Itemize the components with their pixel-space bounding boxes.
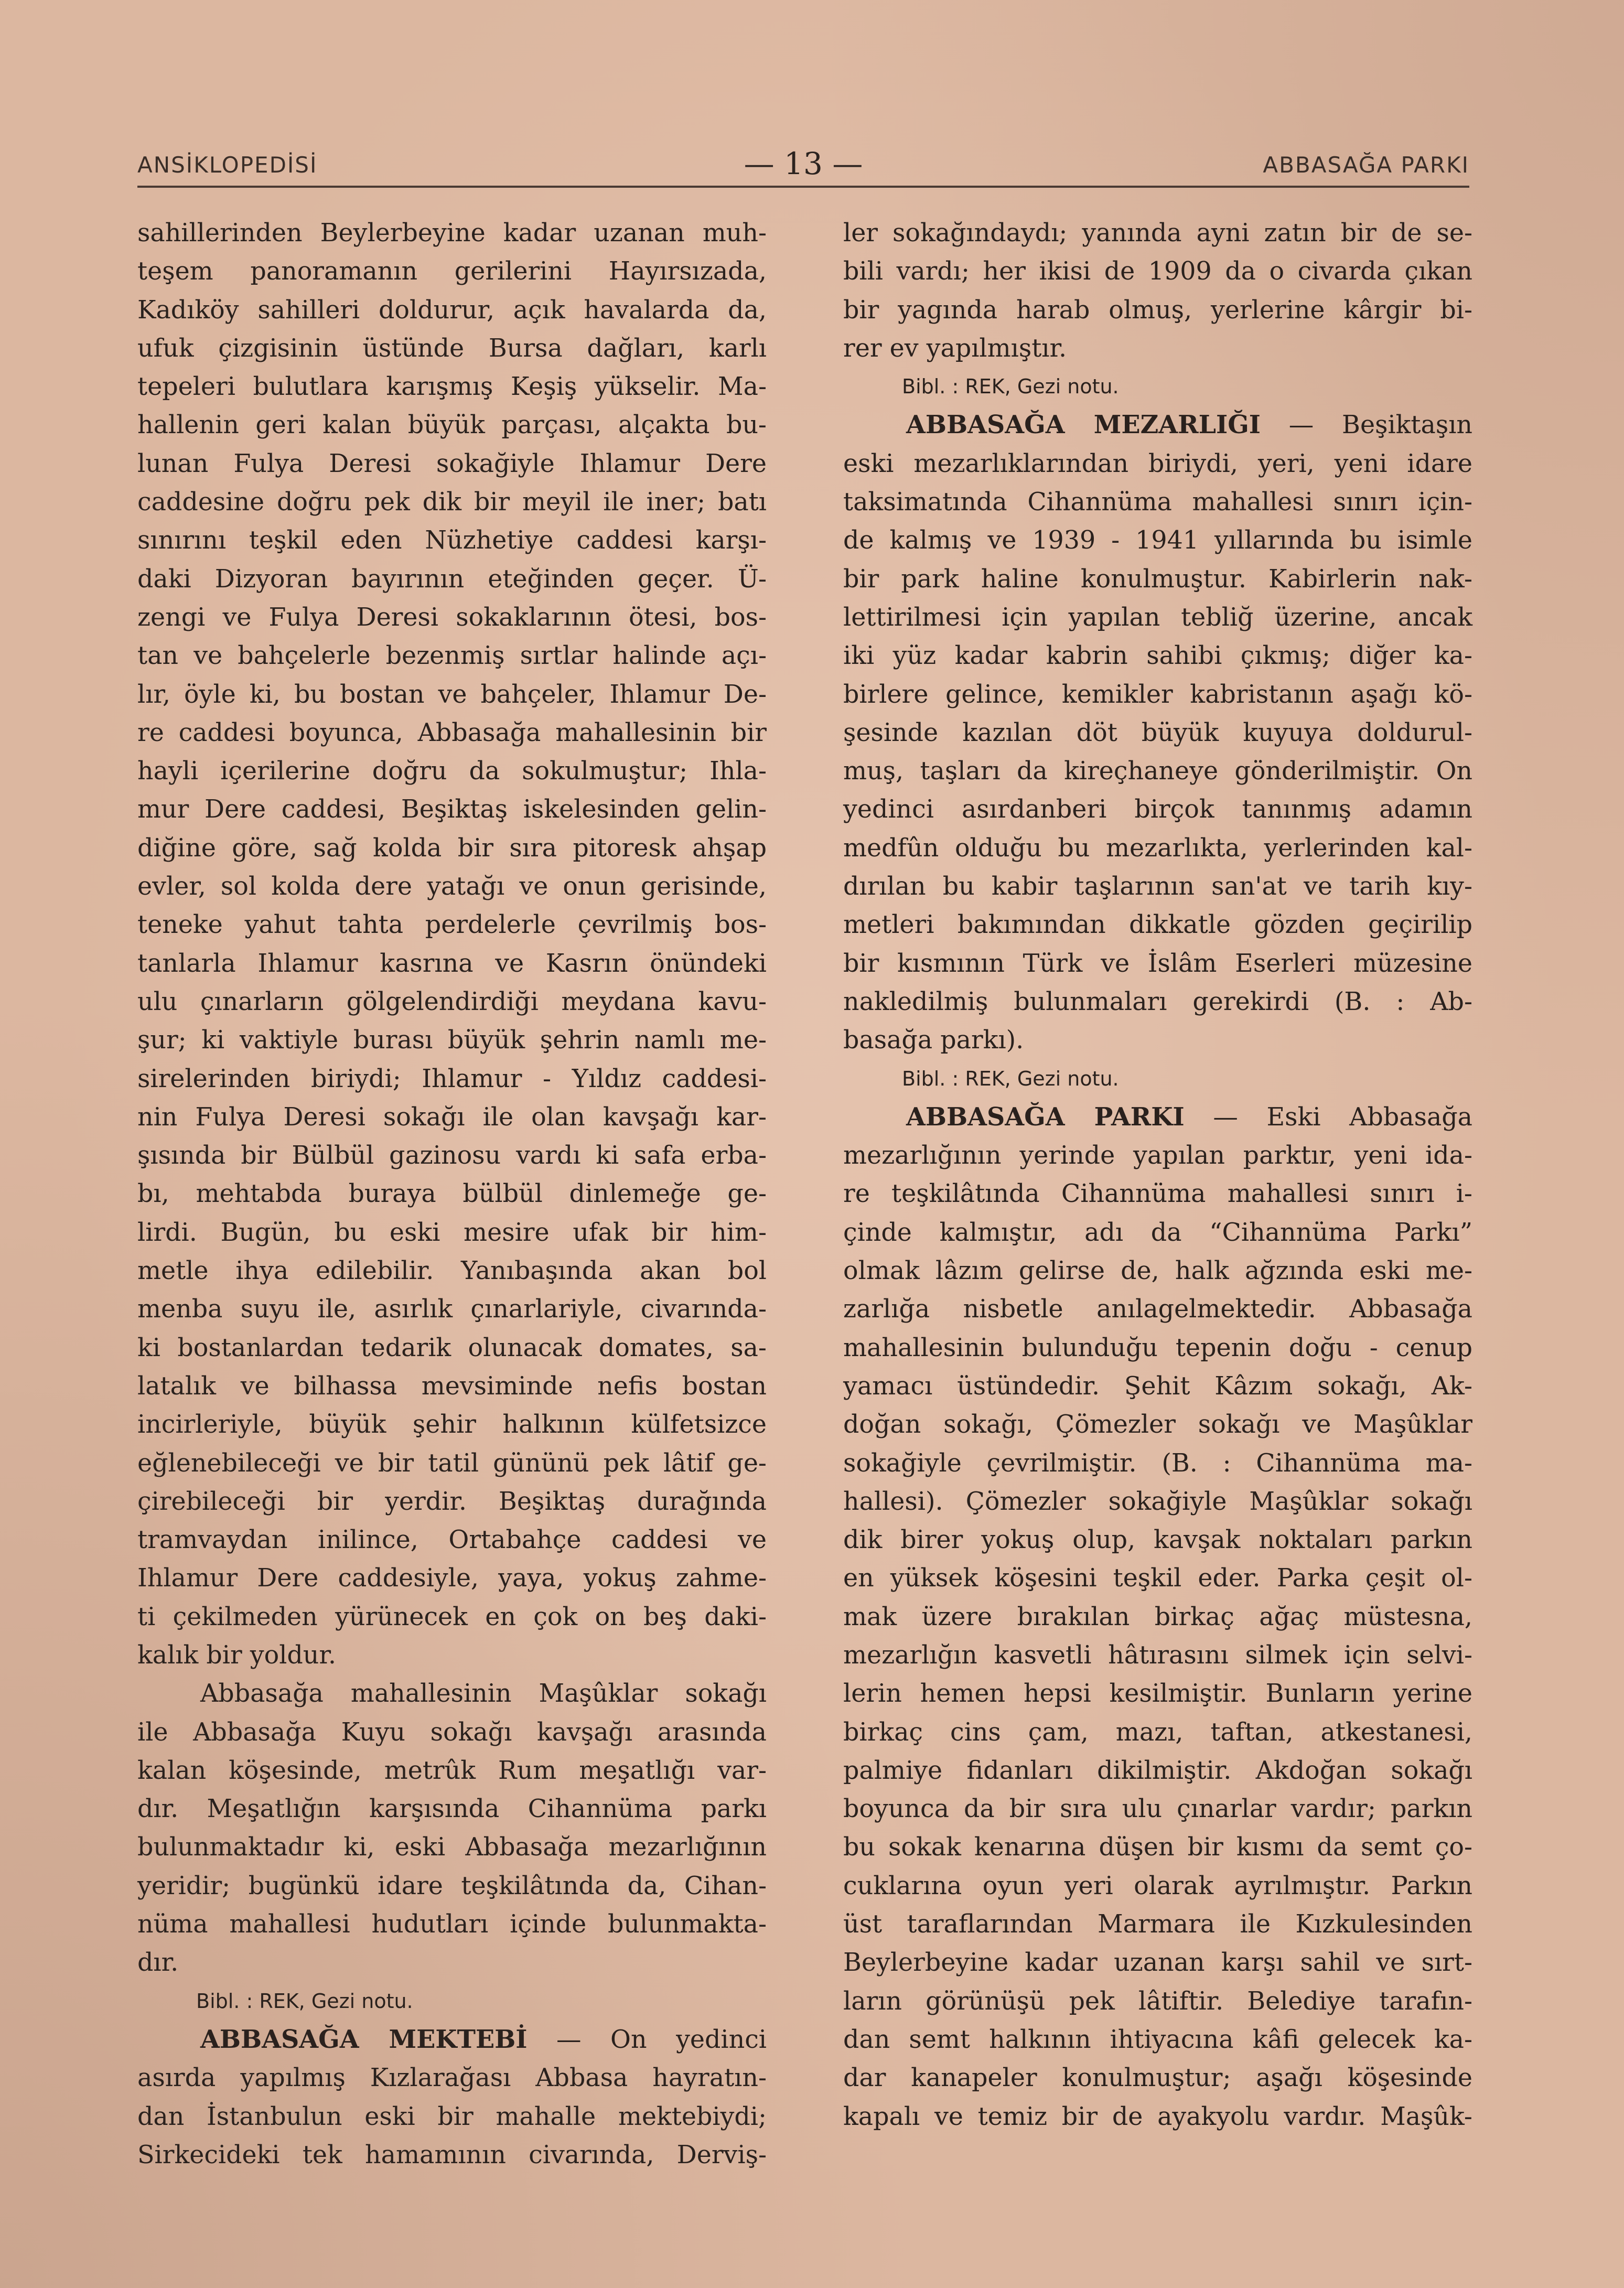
text-line: bu sokak kenarına düşen bir kısmı da semt ço- [843, 1833, 1472, 1862]
text-line: olmak lâzım gelirse de, halk ağzında eski me- [843, 1256, 1472, 1286]
text-line: nakledilmiş bulunmaları gerekirdi (B. : Ab- [843, 987, 1472, 1016]
text-line: diğine göre, sağ kolda bir sıra pitoresk ahşap [137, 833, 767, 863]
entry-intro-mektebi: — On yedinci [527, 2025, 767, 2054]
text-line: sınırını teşkil eden Nüzhetiye caddesi karşı- [137, 526, 767, 555]
text-line: ulu çınarların gölgelendirdiği meydana kavu- [137, 987, 767, 1016]
text-line: mak üzere bırakılan birkaç ağaç müstesna, [843, 1602, 1472, 1631]
text-line: kapalı ve temiz bir de ayakyolu vardır. Maşûk- [843, 2102, 1472, 2131]
text-line: caddesine doğru pek dik bir meyil ile iner; batı [137, 488, 767, 517]
entry-intro-mezarligi: — Beşiktaşın [1261, 411, 1472, 440]
text-block-mezarligi [843, 445, 1472, 1060]
text-line: dır. Meşatlığın karşısında Cihannüma parkı [137, 1795, 767, 1824]
text-line: teneke yahut tahta perdelerle çevrilmiş bos- [137, 910, 767, 940]
text-line: yeridir; bugünkü idare teşkilâtında da, Cihan- [137, 1871, 767, 1900]
text-line: nin Fulya Deresi sokağı ile olan kavşağı kar- [137, 1102, 767, 1132]
text-line: basağa parkı). [843, 1026, 1024, 1055]
text-line: ların görünüşü pek lâtiftir. Belediye tarafın- [843, 1986, 1472, 2016]
text-block-parki [843, 1136, 1472, 2136]
text-line: mahallesinin bulunduğu tepenin doğu - cenup [843, 1333, 1472, 1362]
text-line: zengi ve Fulya Deresi sokaklarının ötesi, bos- [137, 603, 767, 632]
text-line: tepeleri bulutlara karışmış Keşiş yükselir. Ma- [137, 372, 767, 402]
text-line: şısında bir Bülbül gazinosu vardı ki safa erba- [137, 1141, 767, 1170]
text-line: dır. [137, 1948, 179, 1978]
text-line: muş, taşları da kireçhaneye gönderilmiştir. On [843, 757, 1472, 786]
text-line: ti çekilmeden yürünecek en çok on beş daki- [137, 1602, 767, 1631]
text-line: ile Abbasağa Kuyu sokağı kavşağı arasında [137, 1717, 767, 1747]
text-line: bir kısmının Türk ve İslâm Eserleri müzesine [843, 949, 1472, 978]
entry-heading-mektebi [137, 2021, 767, 2059]
bibliography-line: Bibl. : REK, Gezi notu. [902, 1067, 1119, 1090]
text-line: dan semt halkının ihtiyacına kâfi gelecek ka- [843, 2025, 1472, 2054]
text-line: Ihlamur Dere caddesiyle, yaya, yokuş zahme- [137, 1564, 767, 1593]
text-line: lettirilmesi için yapılan tebliğ üzerine, ancak [843, 603, 1472, 632]
text-line: dan İstanbulun eski bir mahalle mektebiydi; [137, 2102, 767, 2131]
text-line: en yüksek köşesini teşkil eder. Parka çeşit ol- [843, 1564, 1472, 1593]
text-line: teşem panoramanın gerilerini Hayırsızada, [137, 257, 767, 286]
text-line: medfûn olduğu bu mezarlıkta, yerlerinden kal- [843, 833, 1472, 863]
text-line: bulunmaktadır ki, eski Abbasağa mezarlığının [137, 1833, 767, 1862]
text-block-mektebi-continued [843, 214, 1472, 368]
text-line: çinde kalmıştır, adı da “Cihannüma Parkı” [843, 1218, 1472, 1247]
text-line: Kadıköy sahilleri doldurur, açık havalarda da, [137, 295, 767, 325]
text-line: iki yüz kadar kabrin sahibi çıkmış; diğer ka- [843, 641, 1472, 671]
left-column [137, 214, 767, 2174]
text-line: bir yagında harab olmuş, yerlerine kârgir bi- [843, 295, 1472, 325]
text-line: boyunca da bir sıra ulu çınarlar vardır; parkın [843, 1795, 1472, 1824]
text-line: çirebileceği bir yerdir. Beşiktaş durağında [137, 1487, 767, 1516]
text-line: mezarlığın kasvetli hâtırasını silmek için selvi- [843, 1640, 1472, 1670]
text-line: üst taraflarından Marmara ile Kızkulesinden [843, 1910, 1472, 1939]
text-block-mektebi [137, 2059, 767, 2174]
text-line: lunan Fulya Deresi sokağiyle Ihlamur Dere [137, 449, 767, 478]
text-line: latalık ve bilhassa mevsiminde nefis bostan [137, 1371, 767, 1401]
text-line: ki bostanlardan tedarik olunacak domates, sa- [137, 1333, 767, 1362]
text-line: Beylerbeyine kadar uzanan karşı sahil ve sırt- [843, 1948, 1472, 1978]
text-line: cuklarına oyun yeri olarak ayrılmıştır. Parkın [843, 1871, 1472, 1900]
text-line: bili vardı; her ikisi de 1909 da o civarda çıkan [843, 257, 1472, 286]
text-line: Abbasağa mahallesinin Maşûklar sokağı [200, 1679, 767, 1709]
text-line: asırda yapılmış Kızlarağası Abbasa hayratın- [137, 2064, 767, 2093]
text-line: zarlığa nisbetle anılagelmektedir. Abbasağa [843, 1295, 1472, 1324]
entry-intro-parki: — Eski Abbasağa [1184, 1102, 1472, 1132]
header-rule [137, 186, 1469, 188]
text-line: de kalmış ve 1939 - 1941 yıllarında bu isimle [843, 526, 1472, 555]
text-line: re caddesi boyunca, Abbasağa mahallesinin bir [137, 718, 767, 747]
text-block-masuklar [137, 1674, 767, 1982]
text-line: sahillerinden Beylerbeyine kadar uzanan muh- [137, 219, 767, 248]
text-line: eğlenebileceği ve bir tatil gününü pek lâtif ge- [137, 1448, 767, 1478]
text-line: lır, öyle ki, bu bostan ve bahçeler, Ihlamur De- [137, 680, 767, 709]
page-header [137, 146, 1469, 188]
text-line: birkaç cins çam, mazı, taftan, atkestanesi, [843, 1717, 1472, 1747]
text-block-abbasaga-mahallesi [137, 214, 767, 1674]
entry-heading-mezarligi [843, 406, 1472, 444]
text-line: sirelerinden biriydi; Ihlamur - Yıldız caddesi- [137, 1064, 767, 1093]
text-line: şur; ki vaktiyle burası büyük şehrin namlı me- [137, 1026, 767, 1055]
bibliography-line: Bibl. : REK, Gezi notu. [196, 1989, 413, 2013]
text-line: daki Dizyoran bayırının eteğinden geçer. Ü- [137, 564, 767, 594]
text-line: evler, sol kolda dere yatağı ve onun gerisinde, [137, 872, 767, 901]
text-line: mur Dere caddesi, Beşiktaş iskelesinden gelin- [137, 795, 767, 824]
text-line: birlere gelince, kemikler kabristanın aşağı kö- [843, 680, 1472, 709]
text-line: tan ve bahçelerle bezenmiş sırtlar halinde açı- [137, 641, 767, 671]
text-line: nüma mahallesi hudutları içinde bulunmakta- [137, 1910, 767, 1939]
entry-heading-parki [843, 1098, 1472, 1136]
bibliography-line: Bibl. : REK, Gezi notu. [902, 375, 1119, 399]
text-line: ler sokağındaydı; yanında ayni zatın bir de se- [843, 219, 1472, 248]
entry-title-mektebi: ABBASAĞA MEKTEBİ [200, 2024, 528, 2054]
text-line: hallenin geri kalan büyük parçası, alçakta bu- [137, 411, 767, 440]
text-line: palmiye fidanları dikilmiştir. Akdoğan sokağı [843, 1756, 1472, 1785]
text-line: hallesi). Çömezler sokağiyle Maşûklar sokağı [843, 1487, 1472, 1516]
text-line: incirleriyle, büyük şehir halkının külfetsizce [137, 1410, 767, 1440]
page-number: — 13 — [744, 146, 863, 181]
text-line: Sirkecideki tek hamamının civarında, Derviş- [137, 2140, 767, 2169]
text-line: kalık bir yoldur. [137, 1640, 336, 1670]
header-left-title: ANSİKLOPEDİSİ [137, 152, 318, 178]
text-line: kalan köşesinde, metrûk Rum meşatlığı var- [137, 1756, 767, 1785]
right-column [843, 214, 1472, 2136]
text-line: re teşkilâtında Cihannüma mahallesi sınırı i- [843, 1179, 1472, 1209]
text-line: sokağiyle çevrilmiştir. (B. : Cihannüma ma- [843, 1448, 1472, 1478]
text-line: bir park haline konulmuştur. Kabirlerin nak- [843, 564, 1472, 594]
text-line: bı, mehtabda buraya bülbül dinlemeğe ge- [137, 1179, 767, 1209]
text-line: dırılan bu kabir taşlarının san'at ve tarih kıy- [843, 872, 1472, 901]
text-line: mezarlığının yerinde yapılan parktır, yeni ida- [843, 1141, 1472, 1170]
text-line: taksimatında Cihannüma mahallesi sınırı için- [843, 488, 1472, 517]
header-right-title: ABBASAĞA PARKI [1263, 152, 1469, 178]
entry-title-parki: ABBASAĞA PARKI [906, 1102, 1185, 1132]
text-line: dar kanapeler konulmuştur; aşağı köşesinde [843, 2064, 1472, 2093]
text-line: tanlarla Ihlamur kasrına ve Kasrın önündeki [137, 949, 767, 978]
text-line: hayli içerilerine doğru da sokulmuştur; Ihla- [137, 757, 767, 786]
text-line: dik birer yokuş olup, kavşak noktaları parkın [843, 1526, 1472, 1555]
text-line: yamacı üstündedir. Şehit Kâzım sokağı, Ak- [843, 1371, 1472, 1401]
text-line: rer ev yapılmıştır. [843, 334, 1067, 363]
text-line: lirdi. Bugün, bu eski mesire ufak bir him- [137, 1218, 767, 1247]
entry-title-mezarligi: ABBASAĞA MEZARLIĞI [906, 410, 1261, 440]
text-line: metleri bakımından dikkatle gözden geçirilip [843, 910, 1472, 940]
text-line: metle ihya edilebilir. Yanıbaşında akan bol [137, 1256, 767, 1286]
text-line: menba suyu ile, asırlık çınarlariyle, civarında- [137, 1295, 767, 1324]
text-line: lerin hemen hepsi kesilmiştir. Bunların yerine [843, 1679, 1472, 1709]
text-line: doğan sokağı, Çömezler sokağı ve Maşûklar [843, 1410, 1472, 1440]
text-line: eski mezarlıklarından biriydi, yeri, yeni idare [843, 449, 1472, 478]
text-line: yedinci asırdanberi birçok tanınmış adamın [843, 795, 1472, 824]
text-line: ufuk çizgisinin üstünde Bursa dağları, karlı [137, 334, 767, 363]
text-line: şesinde kazılan döt büyük kuyuya doldurul- [843, 718, 1472, 747]
text-line: tramvaydan inilince, Ortabahçe caddesi ve [137, 1526, 767, 1555]
